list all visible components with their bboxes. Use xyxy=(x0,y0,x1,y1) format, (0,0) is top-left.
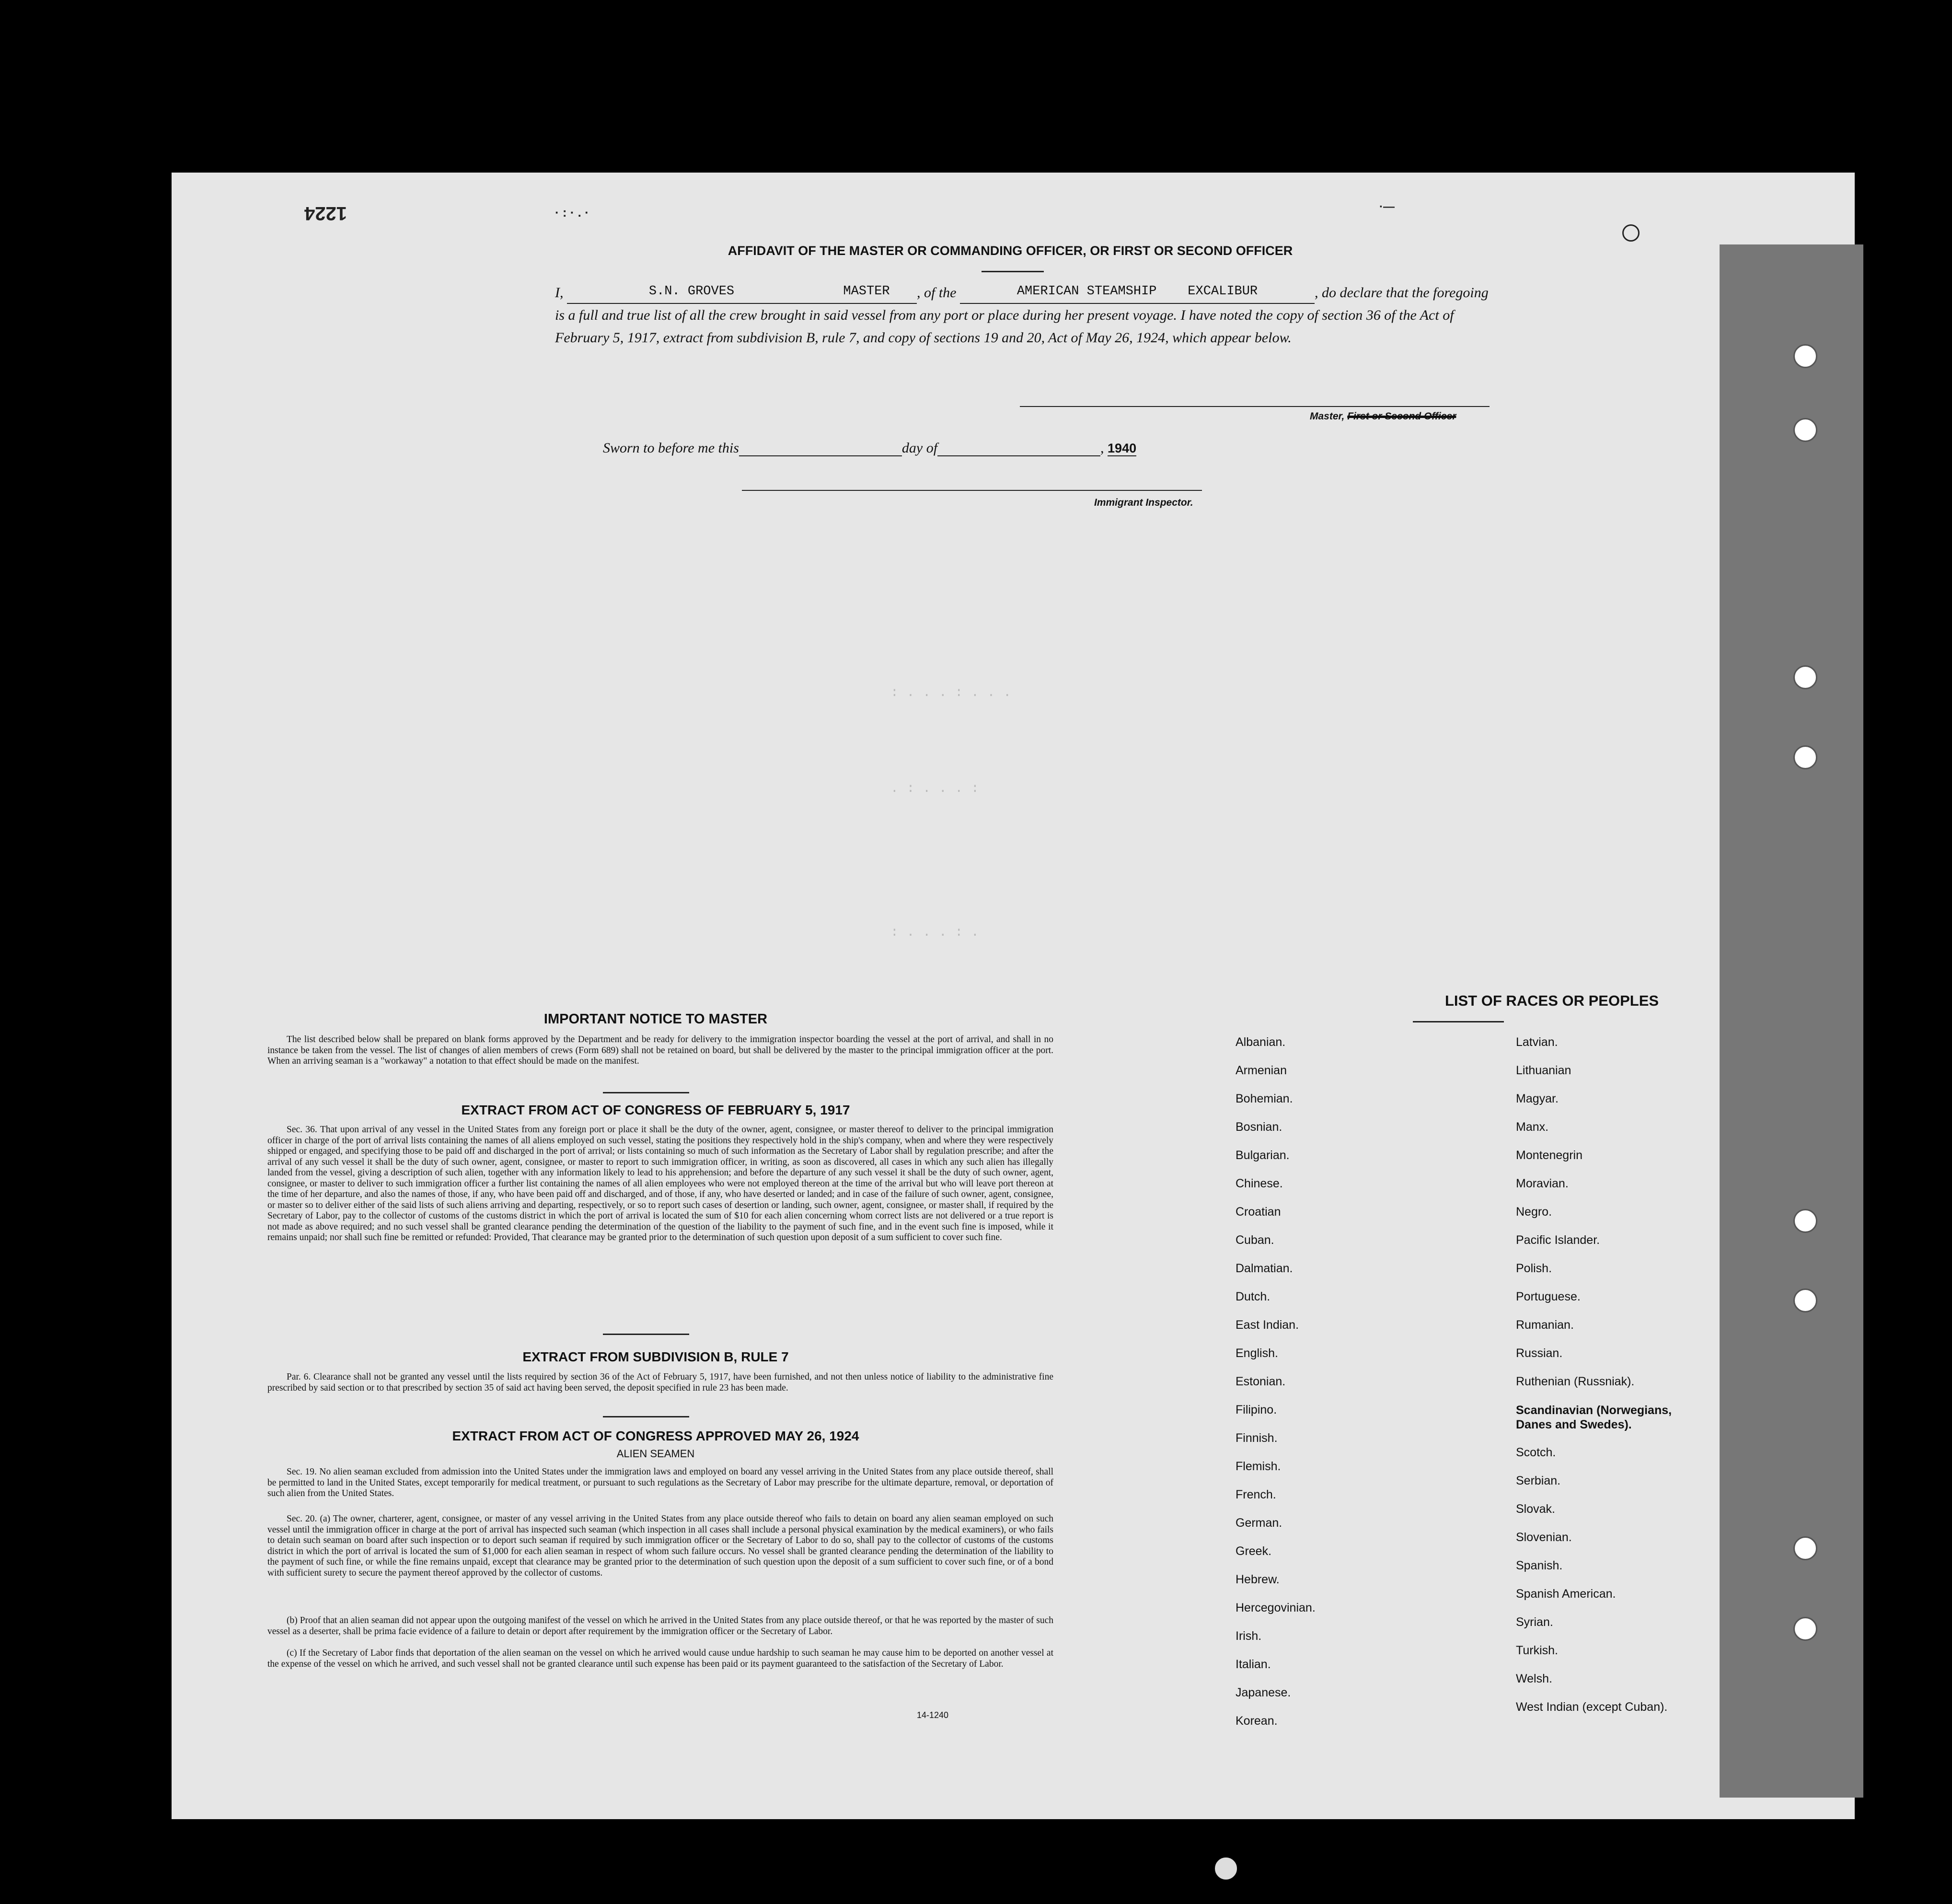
inspector-signature-line xyxy=(742,490,1202,491)
race-item: Negro. xyxy=(1516,1205,1552,1219)
master-signature-line xyxy=(1020,406,1490,407)
sworn-statement: Sworn to before me this day of , 1940 xyxy=(603,440,1137,456)
race-item: Hebrew. xyxy=(1236,1573,1280,1586)
race-item: Magyar. xyxy=(1516,1092,1559,1105)
race-item: Syrian. xyxy=(1516,1615,1553,1629)
race-item: Bulgarian. xyxy=(1236,1149,1290,1162)
struck-officer-caption: First or Second Officer xyxy=(1347,411,1456,422)
race-item: Armenian xyxy=(1236,1064,1287,1077)
affidavit-title: AFFIDAVIT OF THE MASTER OR COMMANDING OFFICER, OR FIRST OR SECOND OFFICER xyxy=(728,244,1293,258)
race-item: Irish. xyxy=(1236,1629,1262,1643)
race-item: Spanish American. xyxy=(1516,1587,1616,1601)
race-item: Rumanian. xyxy=(1516,1318,1574,1332)
extract3-title: EXTRACT FROM ACT OF CONGRESS APPROVED MAY 26, 1924 xyxy=(452,1428,859,1443)
inspector-caption: Immigrant Inspector. xyxy=(1094,497,1193,508)
sworn-year: 1940 xyxy=(1108,441,1137,455)
punch-hole xyxy=(1793,745,1817,769)
race-item: Ruthenian (Russniak). xyxy=(1516,1375,1635,1388)
races-title: LIST OF RACES OR PEOPLES xyxy=(1444,992,1659,1009)
punch-hole xyxy=(1215,1858,1237,1880)
notice-body: The list described below shall be prepared on blank forms approved by the Department and be ready for delivery to the immigration inspector boarding the vessel at the port of arrival, and shall in no instance be taken from the vessel. The list of changes of alien members of crews (Form 689) shall not be retained on board, but shall be delivered by the master to the principal immigration officer at the port. When an arriving seaman is a "workaway" a notation to that effect should be made on the manifest. xyxy=(267,1034,1053,1066)
document-sheet xyxy=(172,173,1855,1819)
race-item: Turkish. xyxy=(1516,1644,1558,1657)
race-item: Filipino. xyxy=(1236,1403,1277,1416)
race-item: English. xyxy=(1236,1347,1278,1360)
binding-strip xyxy=(1720,244,1863,1798)
race-item: Chinese. xyxy=(1236,1177,1283,1190)
extract1-divider xyxy=(603,1334,689,1335)
race-item: East Indian. xyxy=(1236,1318,1299,1332)
title-divider xyxy=(982,271,1044,272)
race-item: Albanian. xyxy=(1236,1035,1286,1049)
race-item: Hercegovinian. xyxy=(1236,1601,1316,1614)
extract2-title: EXTRACT FROM SUBDIVISION B, RULE 7 xyxy=(522,1349,789,1364)
section-20a-text: Sec. 20. (a) The owner, charterer, agent, consignee, or master of any vessel arriving in the United States from any place outside thereof who fails to detain on board any alien seaman employed on such vessel until the immigration officer in charge at the port of arrival has inspected such seaman (which inspection in all cases shall include a personal physical examination by the medical examiners), or who fails to detain such seaman on board after such inspection or to deport such seaman if required by such immigration officer or the Secretary of Labor to do so, shall pay to the collector of customs of the customs district in which the port of arrival is located the sum of $1,000 for each alien seaman in respect of whom such failure occurs. No vessel shall be granted clearance pending the determination of the liability to the payment of such fine, or while the fine remains unpaid, except that clearance may be granted prior to the determination of such question upon the deposit of a sum sufficient to cover such fine, or of a bond with sufficient surety to secure the payment thereof approved by the collector of customs. xyxy=(267,1514,1053,1578)
race-item: Korean. xyxy=(1236,1714,1278,1728)
race-item: Lithuanian xyxy=(1516,1064,1571,1077)
form-number: 14-1240 xyxy=(917,1710,949,1720)
races-divider xyxy=(1413,1021,1504,1022)
extract1-body: Sec. 36. That upon arrival of any vessel in the United States from any foreign port or place it shall be the duty of the owner, agent, consignee, or master thereof to deliver to the principal immigration officer in charge of the port of arrival lists containing the names of all aliens employed on such vessel, stating the positions they respectively hold in the ship's company, when and where they were respectively shipped or engaged, and specifying those to be paid off and discharged in the port of arrival; or lists containing so much of such information as the Secretary of Labor shall by regulation prescribe; and after the arrival of any such vessel it shall be the duty of such owner, agent, consignee, or master to report to such immigration officer, in writing, as soon as discovered, all cases in which any such alien has illegally landed from the vessel, giving a description of such alien, together with any information likely to lead to his apprehension; and before the departure of any such vessel it shall be the duty of such owner, agent, consignee, or master to deliver to such immigration officer a further list containing the names of all alien employees who were not employed thereon at the time of the arrival but who will leave port thereon at the time of her departure, and also the names of those, if any, who have been paid off and discharged, and of those, if any, who have deserted or landed; and in case of the failure of such owner, agent, consignee, or master so to deliver either of the said lists of such aliens arriving and departing, respectively, or so to report such cases of desertion or landing, such owner, agent, consignee, or master shall, if required by the Secretary of Labor, pay to the collector of customs of the customs district in which the port of arrival is located the sum of $10 for each alien concerning whom correct lists are not delivered or a true report is not made as above required; and no such vessel shall be granted clearance pending the determination of the question of the liability to the payment of such fine, and in the event such fine is imposed, while it remains unpaid; nor shall such fine be remitted or refunded: Provided, That clearance may be granted prior to the determination of such question upon deposit of a sum sufficient to cover such fine. xyxy=(267,1125,1053,1242)
race-item: Japanese. xyxy=(1236,1686,1291,1699)
race-item: Serbian. xyxy=(1516,1474,1561,1487)
punch-hole xyxy=(1793,1617,1817,1641)
rank-field: MASTER xyxy=(816,280,917,304)
section-20b-text: (b) Proof that an alien seaman did not appear upon the outgoing manifest of the vessel on which he arrived in the United States from any place outside thereof, or that he was reported by the master of such vessel as a deserter, shall be prima facie evidence of a failure to detain or deport after requirement by the immigration officer or the Secretary of Labor. xyxy=(267,1615,1053,1637)
race-item: Welsh. xyxy=(1516,1672,1552,1685)
sworn-text: Sworn to before me this xyxy=(603,440,739,456)
race-item: French. xyxy=(1236,1488,1276,1501)
race-item: Flemish. xyxy=(1236,1460,1281,1473)
race-item: Scandinavian (Norwegians, Danes and Swedes). xyxy=(1516,1404,1672,1431)
extract1-title: EXTRACT FROM ACT OF CONGRESS OF FEBRUARY 5, 1917 xyxy=(461,1103,850,1117)
race-item: Portuguese. xyxy=(1516,1290,1581,1303)
notice-title: IMPORTANT NOTICE TO MASTER xyxy=(543,1011,768,1027)
bleed-through-line: : . . . : . xyxy=(890,925,979,940)
section-19-text: Sec. 19. No alien seaman excluded from admission into the United States under the immigration laws and employed on board any vessel arriving in the United States from any place outside thereof, shall be permitted to land in the United States, except temporarily for medical treatment, or pursuant to such regulations as the Secretary of Labor may prescribe for the ultimate departure, removal, or deportation of such alien from the United States. xyxy=(267,1467,1053,1498)
extract2-divider xyxy=(603,1416,689,1417)
punch-hole xyxy=(1793,1536,1817,1560)
day-of-text: day of xyxy=(901,440,938,456)
race-item: Moravian. xyxy=(1516,1177,1569,1190)
declaration-prefix: I, xyxy=(555,285,564,301)
race-item: Bohemian. xyxy=(1236,1092,1293,1105)
race-item: Italian. xyxy=(1236,1658,1271,1671)
race-item: West Indian (except Cuban). xyxy=(1516,1700,1668,1714)
top-dots-mark: · : · . · xyxy=(555,205,589,220)
punch-hole xyxy=(1793,344,1817,368)
punch-hole xyxy=(1793,1209,1817,1233)
race-item: Russian. xyxy=(1516,1347,1563,1360)
race-item: Estonian. xyxy=(1236,1375,1286,1388)
notice-divider xyxy=(603,1092,689,1093)
race-item: Slovenian. xyxy=(1516,1531,1572,1544)
bleed-through-line: : . . . : . . . xyxy=(890,685,1012,700)
punch-hole xyxy=(1622,224,1640,242)
race-item: German. xyxy=(1236,1516,1282,1530)
race-item: Slovak. xyxy=(1516,1502,1555,1516)
master-caption: Master, xyxy=(1310,411,1345,422)
declaration-of-the: , of the xyxy=(917,285,957,301)
race-item: Polish. xyxy=(1516,1262,1552,1275)
master-signature-caption xyxy=(1310,411,1456,422)
vessel-name-field: AMERICAN STEAMSHIP EXCALIBUR xyxy=(960,280,1315,304)
punch-hole xyxy=(1793,418,1817,442)
race-item: Croatian xyxy=(1236,1205,1281,1219)
punch-hole xyxy=(1793,1289,1817,1312)
section-20c-text: (c) If the Secretary of Labor finds that deportation of the alien seaman on the vessel on which he arrived would cause undue hardship to such seaman he may cause him to be deported on another vessel at the expense of the vessel on which he arrived, and such vessel shall not be granted clearance until such expense has been paid or its payment guaranteed to the satisfaction of the Secretary of Labor. xyxy=(267,1648,1053,1669)
top-right-mark: ·— xyxy=(1379,200,1395,213)
race-item: Latvian. xyxy=(1516,1035,1558,1049)
master-name-field: S.N. GROVES xyxy=(567,280,816,304)
race-item: Dalmatian. xyxy=(1236,1262,1293,1275)
race-item: Manx. xyxy=(1516,1120,1549,1134)
sworn-month-field xyxy=(937,442,1100,456)
race-item: Cuban. xyxy=(1236,1233,1274,1247)
race-item: Spanish. xyxy=(1516,1559,1563,1572)
sworn-day-field xyxy=(739,442,902,456)
race-item: Finnish. xyxy=(1236,1431,1278,1445)
declaration-body: , do declare that the foregoing is a full and true list of all the crew brought in said vessel from any port or place during her present voyage. I have noted the copy of section 36 of the Act of February 5, 1917, extract from subdivision B, rule 7, and copy of sections 19 and 20, Act of May 26, 1924, which appear below. xyxy=(555,285,1489,346)
race-item: Greek. xyxy=(1236,1544,1272,1558)
bleed-through-line: . : . . . : xyxy=(890,781,979,796)
extract2-body: Par. 6. Clearance shall not be granted any vessel until the lists required by section 36 of the Act of February 5, 1917, have been furnished, and not then unless notice of liability to the administrative fine prescribed by said section or to that prescribed by section 35 of said act having been served, the deposit specified in rule 23 has been made. xyxy=(267,1372,1053,1393)
page-number-stamp: 1224 xyxy=(304,203,347,224)
race-item: Pacific Islander. xyxy=(1516,1233,1600,1247)
punch-hole xyxy=(1793,665,1817,689)
race-item: Dutch. xyxy=(1236,1290,1271,1303)
affidavit-declaration xyxy=(555,280,1490,349)
extract3-subtitle: ALIEN SEAMEN xyxy=(616,1448,695,1460)
race-item: Montenegrin xyxy=(1516,1149,1582,1162)
race-item: Scotch. xyxy=(1516,1446,1556,1459)
race-item: Bosnian. xyxy=(1236,1120,1282,1134)
